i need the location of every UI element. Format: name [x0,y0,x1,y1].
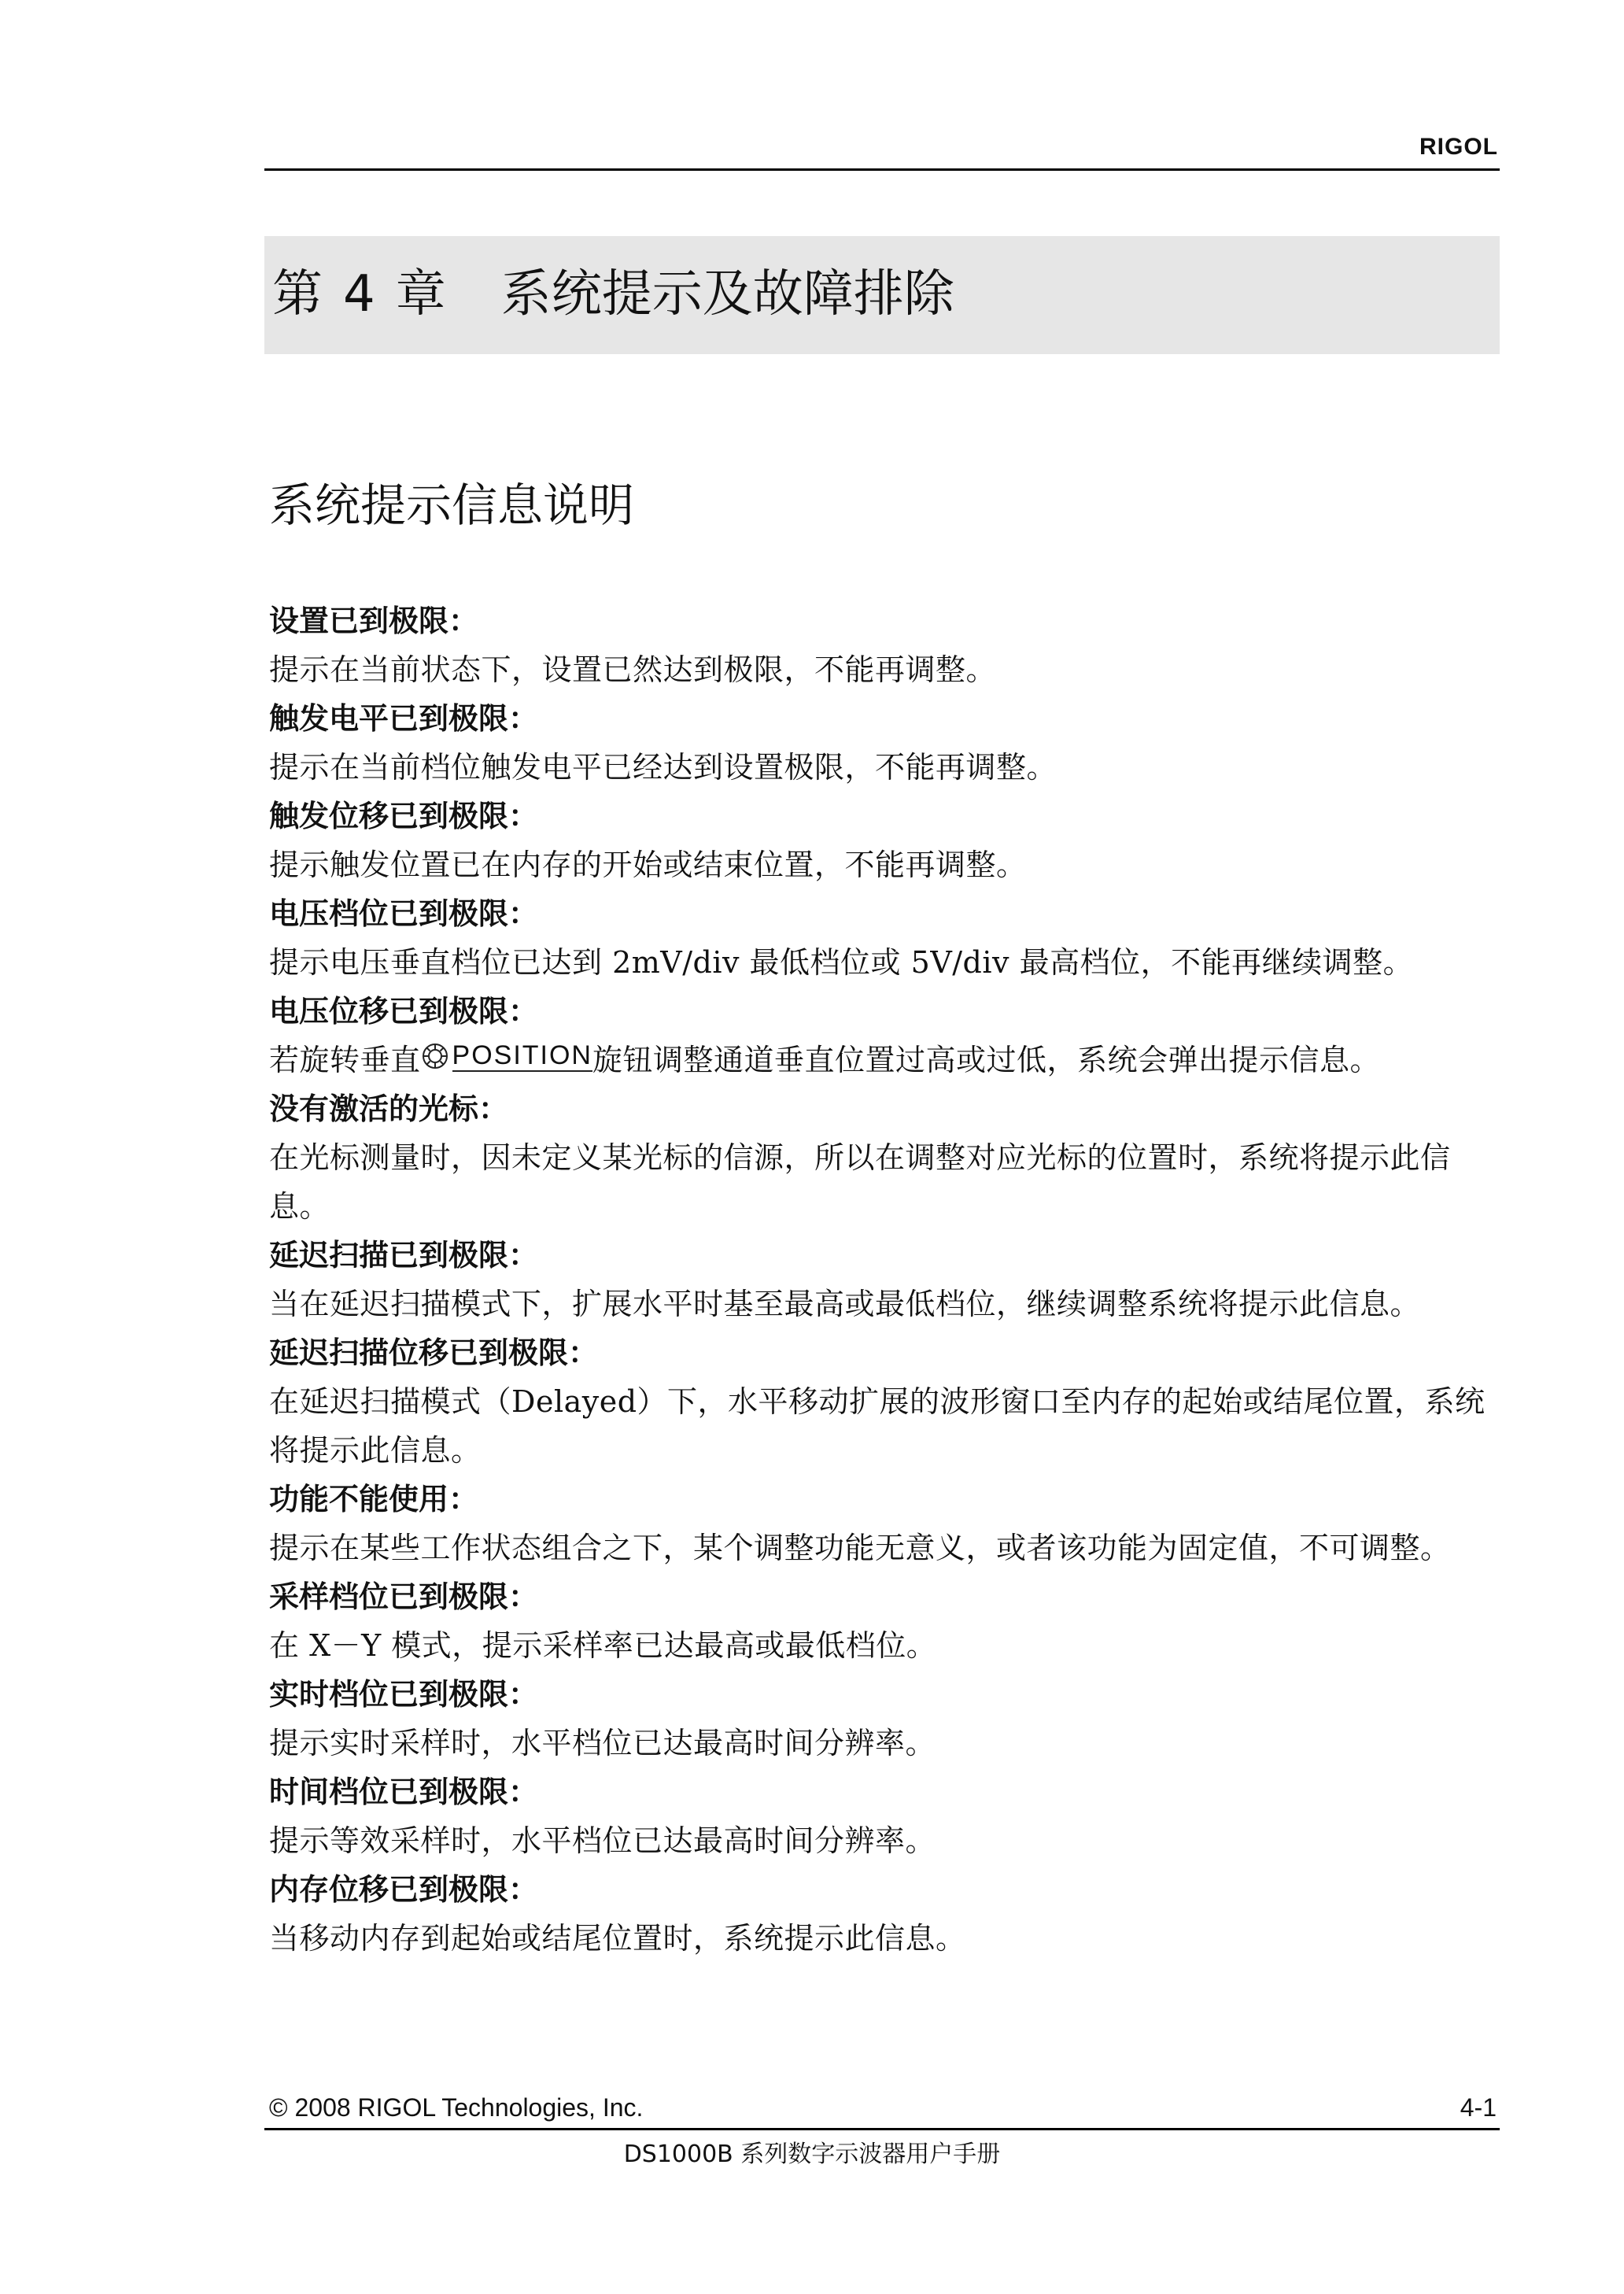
message-item [269,1670,1504,1768]
message-description: 提示触发位置已在内存的开始或结束位置，不能再调整。 [269,848,1027,882]
message-item [269,792,1504,889]
message-item [269,1475,1504,1572]
message-item [269,1231,1504,1328]
message-description: 在光标测量时，因未定义某光标的信源，所以在调整对应光标的位置时，系统将提示此信息。 [269,1140,1451,1224]
message-list [269,597,1504,1963]
message-heading: 功能不能使用： [269,1482,479,1516]
message-item [269,1768,1504,1865]
message-heading: 延迟扫描位移已到极限： [269,1335,599,1370]
message-heading: 电压位移已到极限： [269,994,539,1029]
description-part: 若旋转垂直 [269,1043,421,1077]
message-heading: 电压档位已到极限： [269,896,539,931]
message-description: 提示等效采样时，水平档位已达最高时间分辨率。 [269,1823,936,1858]
message-heading: 内存位移已到极限： [269,1872,539,1907]
footer-manual-title: DS1000B 系列数字示波器用户手册 [623,2141,1001,2168]
knob-icon [421,1042,449,1070]
message-heading: 没有激活的光标： [269,1092,509,1126]
message-description: 在 X－Y 模式，提示采样率已达最高或最低档位。 [269,1628,937,1663]
message-heading: 实时档位已到极限： [269,1677,539,1712]
message-heading: 延迟扫描已到极限： [269,1238,539,1273]
message-heading: 采样档位已到极限： [269,1579,539,1614]
chapter-number: 4 [343,265,375,323]
message-heading: 设置已到极限： [269,604,479,638]
message-description [269,1036,1504,1084]
position-knob [421,1040,592,1072]
chapter-title: 系统提示及故障排除 [500,265,954,323]
section-title: 系统提示信息说明 [269,478,635,532]
message-description: 提示在当前档位触发电平已经达到设置极限，不能再调整。 [269,750,1057,785]
chapter-heading-band [264,236,1500,354]
message-item [269,694,1504,792]
message-item [269,987,1504,1084]
chapter-heading [272,263,954,326]
chapter-suffix: 章 [395,265,446,323]
message-description: 当在延迟扫描模式下，扩展水平时基至最高或最低档位，继续调整系统将提示此信息。 [269,1287,1421,1321]
message-description: 在延迟扫描模式（Delayed）下，水平移动扩展的波形窗口至内存的起始或结尾位置，系统将提示此信息。 [269,1384,1486,1468]
message-description: 当移动内存到起始或结尾位置时，系统提示此信息。 [269,1921,966,1956]
message-item [269,1572,1504,1670]
message-description: 提示在某些工作状态组合之下，某个调整功能无意义，或者该功能为固定值，不可调整。 [269,1531,1451,1565]
message-item [269,889,1504,987]
chapter-prefix: 第 [272,265,323,323]
message-item [269,1328,1504,1475]
message-heading: 触发位移已到极限： [269,799,539,833]
message-item [269,1865,1504,1963]
message-heading: 时间档位已到极限： [269,1775,539,1809]
description-part: 旋钮调整通道垂直位置过高或过低，系统会弹出提示信息。 [592,1043,1380,1077]
knob-label: POSITION [452,1040,592,1070]
message-description: 提示实时采样时，水平档位已达最高时间分辨率。 [269,1726,936,1760]
message-description: 提示电压垂直档位已达到 2mV/div 最低档位或 5V/div 最高档位，不能再继续调整。 [269,945,1414,980]
message-item [269,1084,1504,1231]
brand-logo-text: RIGOL [1419,134,1498,160]
footer-page-number: 4-1 [1460,2093,1497,2122]
footer-rule [264,2128,1500,2130]
message-description: 提示在当前状态下，设置已然达到极限，不能再调整。 [269,652,997,687]
message-heading: 触发电平已到极限： [269,701,539,736]
footer-copyright: © 2008 RIGOL Technologies, Inc. [269,2093,644,2122]
header-rule [264,168,1500,171]
message-item [269,597,1504,694]
